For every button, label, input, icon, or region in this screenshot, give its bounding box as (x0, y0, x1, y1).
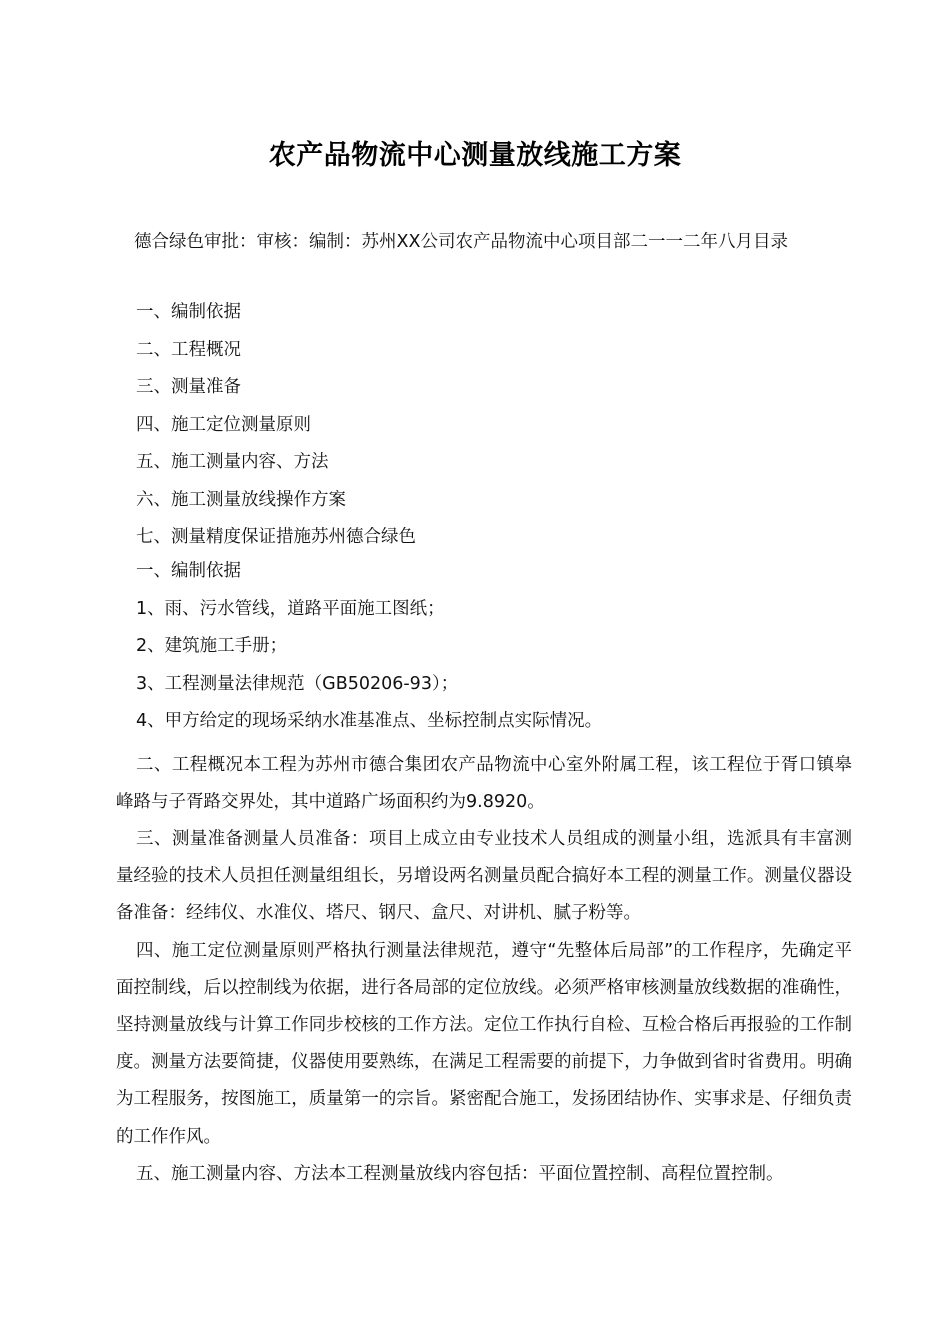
section-heading-basis: 一、编制依据 (136, 561, 241, 581)
document-body (116, 559, 852, 1193)
toc-item: 五、施工测量内容、方法 (136, 452, 329, 472)
toc-item: 一、编制依据 (136, 302, 241, 322)
basis-list-item: 3、工程测量法律规范（GB50206-93）； (136, 673, 459, 694)
table-of-contents (136, 300, 836, 563)
paragraph-positioning-principles: 四、施工定位测量原则严格执行测量法律规范，遵守“先整体后局部”的工作程序，先确定平面控制线，后以控制线为依据，进行各局部的定位放线。必须严格审核测量放线数据的准确性，坚持测量放线与计算工作同步校核的工作方法。定位工作执行自检、互检合格后再报验的工作制度。测量方法要简捷，仪器使用要熟练，在满足工程需要的前提下，力争做到省时省费用。明确为工程服务，按图施工，质量第一的宗旨。紧密配合施工，发扬团结协作、实事求是、仔细负责的工作作风。 (116, 940, 852, 1147)
document-title: 农产品物流中心测量放线施工方案 (268, 140, 682, 171)
toc-item: 七、测量精度保证措施苏州德合绿色 (136, 527, 416, 547)
toc-item: 六、施工测量放线操作方案 (136, 489, 346, 510)
toc-item: 四、施工定位测量原则 (136, 414, 311, 435)
basis-list-item: 4、甲方给定的现场采纳水准基准点、坐标控制点实际情况。 (136, 711, 603, 731)
toc-item: 二、工程概况 (136, 339, 241, 360)
basis-list-item: 2、建筑施工手册； (136, 636, 288, 656)
basis-list-item: 1、雨、污水管线，道路平面施工图纸； (136, 598, 445, 619)
approval-meta-line: 德合绿色审批：审核：编制：苏州XX公司农产品物流中心项目部二一一二年八月目录 (134, 232, 788, 252)
toc-item: 三、测量准备 (136, 377, 241, 397)
paragraph-survey-preparation: 三、测量准备测量人员准备：项目上成立由专业技术人员组成的测量小组，选派具有丰富测量经验的技术人员担任测量组组长，另增设两名测量员配合搞好本工程的测量工作。测量仪器设备准备：经纬仪、水准仪、塔尺、钢尺、盒尺、对讲机、腻子粉等。 (116, 828, 852, 924)
paragraph-project-overview: 二、工程概况本工程为苏州市德合集团农产品物流中心室外附属工程，该工程位于胥口镇皋峰路与子胥路交界处，其中道路广场面积约为9.8920。 (116, 754, 852, 812)
paragraph-survey-content: 五、施工测量内容、方法本工程测量放线内容包括：平面位置控制、高程位置控制。 (136, 1163, 784, 1184)
